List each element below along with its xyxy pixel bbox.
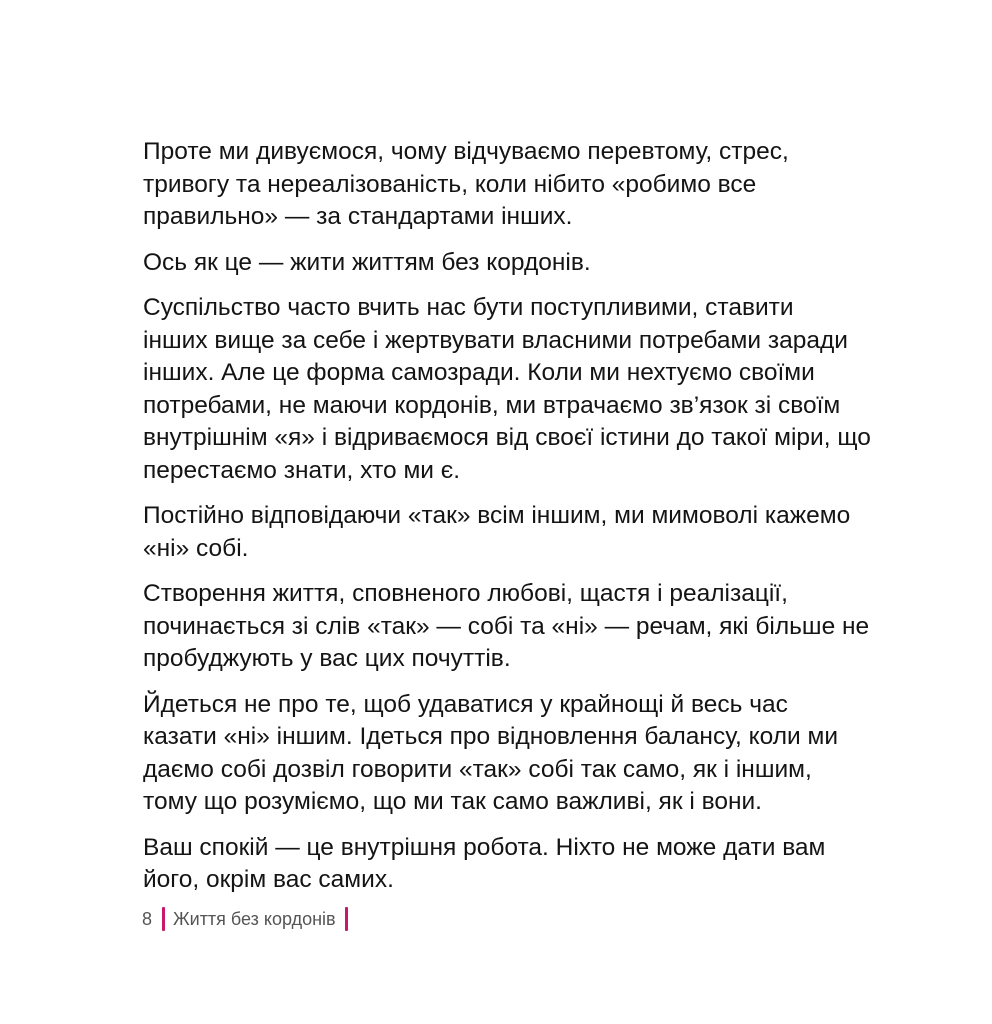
text-line: правильно» — за стандартами інших. [143,203,573,230]
text-line: «ні» собі. [143,534,249,562]
text-line: Проте ми дивуємося, чому відчуваємо перевтому, стрес, [143,138,789,165]
page-number: 8 [142,908,153,929]
paragraph-3 [143,292,903,487]
text-line: внутрішнім «я» і відриваємося від своєї істини до такої міри, що [143,424,871,451]
body-text [143,136,903,910]
footer-divider-left [162,907,165,931]
paragraph-6 [143,689,903,819]
text-line: його, окрім вас самих. [143,866,394,893]
text-line: Ось як це — жити життям без кордонів. [143,248,591,276]
text-line: казати «ні» іншим. Ідеться про відновлення балансу, коли ми [143,723,839,750]
text-line: Суспільство часто вчить нас бути поступливими, ставити [143,294,794,321]
paragraph-2 [143,247,903,280]
paragraph-1 [143,136,903,234]
text-line: починається зі слів «так» — собі та «ні» — речам, які більше не [143,612,870,640]
text-line: тому що розуміємо, що ми так само важливі, як і вони. [143,788,762,815]
text-line: Ваш спокій — це внутрішня робота. Ніхто не може дати вам [143,833,826,861]
text-line: інших вище за себе і жертвувати власними потребами заради [143,326,848,354]
text-line: пробуджують у вас цих почуттів. [143,645,511,672]
text-line: потребами, не маючи кордонів, ми втрачаємо зв’язок зі своїм [143,391,841,419]
running-title: Життя без кордонів [173,908,336,929]
paragraph-4 [143,500,903,565]
text-line: даємо собі дозвіл говорити «так» собі так само, як і іншим, [143,755,812,783]
text-line: тривогу та нереалізованість, коли нібито «робимо все [143,170,757,198]
page-footer [142,904,348,934]
paragraph-5 [143,578,903,676]
text-line: Створення життя, сповненого любові, щастя і реалізації, [143,580,788,607]
text-line: Постійно відповідаючи «так» всім іншим, ми мимоволі кажемо [143,502,851,529]
footer-divider-right [345,907,348,931]
text-line: перестаємо знати, хто ми є. [143,456,461,484]
text-line: інших. Але це форма самозради. Коли ми нехтуємо своїми [143,359,815,386]
paragraph-7 [143,832,903,897]
text-line: Йдеться не про те, щоб удаватися у крайнощі й весь час [143,690,788,718]
